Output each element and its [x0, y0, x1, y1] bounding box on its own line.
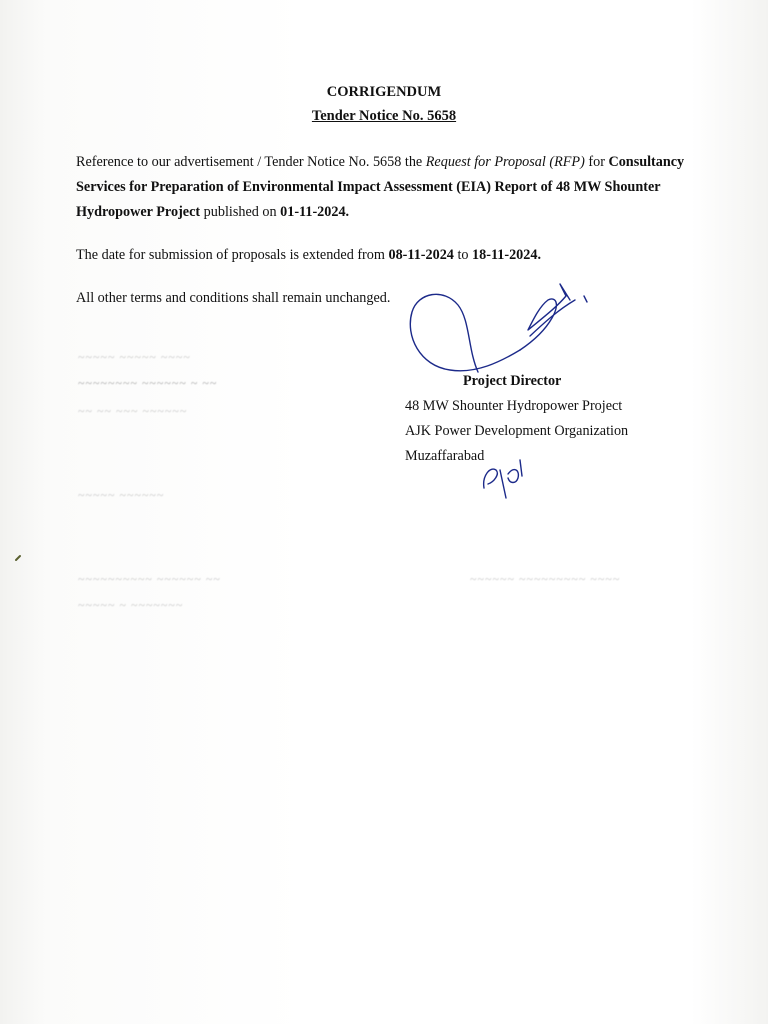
signatory-designation: Project Director [463, 373, 562, 389]
ext-text-2: to [453, 247, 473, 263]
ref-text-3: published on [200, 204, 281, 220]
bleed-through-text: ~~~~~~~~~~ ~~~~~~ ~~ [78, 572, 221, 586]
signature-tick [584, 296, 587, 302]
old-date: 08-11-2024 [388, 247, 454, 263]
signatory-organization: AJK Power Development Organization [405, 423, 629, 439]
new-date: 18-11-2024. [472, 247, 541, 263]
margin-speck [16, 556, 20, 560]
ext-text-1: The date for submission of proposals is extended from [76, 247, 389, 263]
signature-stroke [520, 284, 570, 350]
signatory-project: 48 MW Shounter Hydropower Project [405, 398, 623, 414]
published-date: 01-11-2024. [280, 204, 350, 220]
tender-notice-number: Tender Notice No. 5658 [311, 108, 457, 124]
document-title: CORRIGENDUM [326, 84, 442, 100]
signatory-location: Muzaffarabad [405, 448, 485, 464]
bleed-through-text: ~~ ~~ ~~~ ~~~~~~ [78, 404, 188, 418]
ref-text-2: for [584, 154, 609, 170]
bleed-through-text: ~~~~~~ ~~~~~~~~~ ~~~~ [470, 572, 621, 586]
initials-mark [484, 460, 522, 498]
bleed-through-text: ~~~~~ ~~~~~~ [78, 488, 165, 502]
bleed-through-text: ~~~~~ ~~~~~ ~~~~ [78, 350, 191, 364]
terms-paragraph: All other terms and conditions shall remain unchanged. [76, 290, 391, 306]
rfp-text: Request for Proposal (RFP) [425, 154, 585, 170]
signature-loop [410, 294, 520, 372]
consultancy-services-text: Consultancy Services for Preparation of Environmental Impact Assessment (EIA) Report of 48 MW Shounter Hydropower Project [76, 154, 685, 220]
ref-text-1: Reference to our advertisement / Tender Notice No. 5658 the [76, 154, 426, 170]
bleed-through-text: ~~~~~ ~ ~~~~~~~ [78, 598, 184, 612]
bleed-through-text: ~~~~~~~~ ~~~~~~ ~ ~~ [78, 376, 218, 390]
